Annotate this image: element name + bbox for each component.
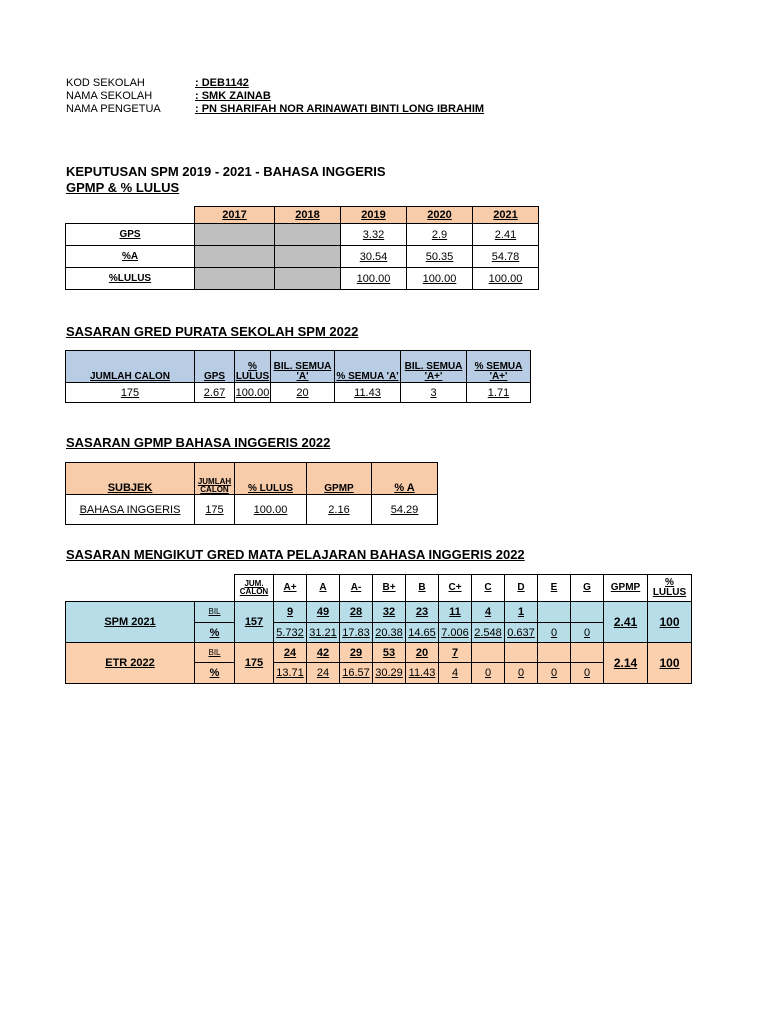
nama-pengetua-value: : PN SHARIFAH NOR ARINAWATI BINTI LONG IBRAHIM: [195, 103, 485, 115]
bil-cell: [538, 643, 571, 663]
pct-cell: 0: [571, 663, 604, 684]
empty-cell: [275, 246, 341, 268]
header-grade: A+: [274, 575, 307, 602]
bil-cell: 29: [340, 643, 373, 663]
bil-cell: 42: [307, 643, 340, 663]
value-cell: 54.29: [372, 495, 438, 525]
value-cell: 11.43: [335, 383, 401, 403]
bil-cell: 7: [439, 643, 472, 663]
value-cell: 50.35: [407, 246, 473, 268]
bil-label: BIL: [195, 602, 235, 623]
header-subjek: SUBJEK: [66, 463, 195, 495]
bil-cell: [571, 643, 604, 663]
bil-cell: [571, 602, 604, 623]
bil-cell: 20: [406, 643, 439, 663]
bil-cell: 9: [274, 602, 307, 623]
calon-cell: 175: [235, 643, 274, 684]
pct-cell: 2.548: [472, 623, 505, 643]
bil-cell: 4: [472, 602, 505, 623]
value-cell: 2.9: [407, 224, 473, 246]
header-gps: GPS: [195, 351, 235, 383]
calon-cell: 157: [235, 602, 274, 643]
row-label-percent-a: %A: [66, 246, 195, 268]
header-grade: D: [505, 575, 538, 602]
pct-cell: 0: [472, 663, 505, 684]
year-header: 2018: [275, 207, 341, 224]
lulus-cell: 100: [648, 643, 692, 684]
kod-sekolah-label: KOD SEKOLAH: [66, 77, 145, 89]
empty-cell: [195, 268, 275, 290]
section4-title: SASARAN MENGIKUT GRED MATA PELAJARAN BAHASA INGGERIS 2022: [66, 547, 525, 562]
grade-target-table: [65, 574, 692, 684]
header-grade: A: [307, 575, 340, 602]
pct-cell: 4: [439, 663, 472, 684]
header-percent-a: % A: [372, 463, 438, 495]
value-cell: 100.00: [473, 268, 539, 290]
header-jumlah-calon: JUMLAH CALON: [195, 463, 235, 495]
bil-cell: 28: [340, 602, 373, 623]
pct-label: %: [195, 623, 235, 643]
section1-subtitle: GPMP & % LULUS: [66, 180, 180, 195]
pct-cell: 20.38: [373, 623, 406, 643]
year-header: 2021: [473, 207, 539, 224]
gpmp-cell: 2.41: [604, 602, 648, 643]
subject-cell: BAHASA INGGERIS: [66, 495, 195, 525]
empty-cell: [275, 268, 341, 290]
pct-cell: 0: [505, 663, 538, 684]
pct-cell: 14.65: [406, 623, 439, 643]
bil-label: BIL: [195, 643, 235, 663]
nama-sekolah-value: : SMK ZAINAB: [195, 90, 271, 102]
pct-cell: 0: [538, 663, 571, 684]
empty-corner: [66, 575, 195, 602]
value-cell: 100.00: [407, 268, 473, 290]
bil-cell: 32: [373, 602, 406, 623]
value-cell: 54.78: [473, 246, 539, 268]
lulus-cell: 100: [648, 602, 692, 643]
spm-results-table: [65, 206, 539, 290]
header-grade: A-: [340, 575, 373, 602]
bil-cell: 24: [274, 643, 307, 663]
section1-title: KEPUTUSAN SPM 2019 - 2021 - BAHASA INGGERIS: [66, 164, 386, 179]
header-grade: C: [472, 575, 505, 602]
bil-cell: 11: [439, 602, 472, 623]
header-bil-semua-a: BIL. SEMUA 'A': [271, 351, 335, 383]
pct-cell: 11.43: [406, 663, 439, 684]
bil-cell: 49: [307, 602, 340, 623]
nama-sekolah-label: NAMA SEKOLAH: [66, 90, 153, 102]
pct-cell: 0.637: [505, 623, 538, 643]
gpmp-cell: 2.14: [604, 643, 648, 684]
pct-cell: 30.29: [373, 663, 406, 684]
pct-cell: 0: [571, 623, 604, 643]
row-name-spm-2021: SPM 2021: [66, 602, 195, 643]
header-jum-calon: JUM. CALON: [235, 575, 274, 602]
header-grade: G: [571, 575, 604, 602]
value-cell: 175: [66, 383, 195, 403]
bil-cell: [505, 643, 538, 663]
school-target-table: [65, 350, 531, 403]
year-header: 2020: [407, 207, 473, 224]
row-label-gps: GPS: [66, 224, 195, 246]
header-percent-semua-a-plus: % SEMUA 'A+': [467, 351, 531, 383]
empty-cell: [195, 246, 275, 268]
header-grade: C+: [439, 575, 472, 602]
value-cell: 20: [271, 383, 335, 403]
value-cell: 2.16: [307, 495, 372, 525]
pct-cell: 13.71: [274, 663, 307, 684]
section3-title: SASARAN GPMP BAHASA INGGERIS 2022: [66, 435, 331, 450]
header-grade: E: [538, 575, 571, 602]
value-cell: 30.54: [341, 246, 407, 268]
bil-cell: [472, 643, 505, 663]
empty-corner: [66, 207, 195, 224]
value-cell: 2.41: [473, 224, 539, 246]
bil-cell: 1: [505, 602, 538, 623]
header-bil-semua-a-plus: BIL. SEMUA 'A+': [401, 351, 467, 383]
header-lulus: % LULUS: [235, 463, 307, 495]
pct-cell: 0: [538, 623, 571, 643]
pct-label: %: [195, 663, 235, 684]
header-gpmp: GPMP: [307, 463, 372, 495]
header-grade: B+: [373, 575, 406, 602]
empty-cell: [195, 224, 275, 246]
value-cell: 100.00: [235, 383, 271, 403]
empty-corner: [195, 575, 235, 602]
header-lulus: % LULUS: [235, 351, 271, 383]
pct-cell: 24: [307, 663, 340, 684]
kod-sekolah-value: : DEB1142: [195, 77, 249, 89]
value-cell: 3.32: [341, 224, 407, 246]
pct-cell: 31.21: [307, 623, 340, 643]
gpmp-target-table: [65, 462, 438, 525]
value-cell: 175: [195, 495, 235, 525]
value-cell: 100.00: [341, 268, 407, 290]
header-percent-semua-a: % SEMUA 'A': [335, 351, 401, 383]
nama-pengetua-label: NAMA PENGETUA: [66, 103, 161, 115]
bil-cell: 53: [373, 643, 406, 663]
header-grade: B: [406, 575, 439, 602]
year-header: 2017: [195, 207, 275, 224]
value-cell: 2.67: [195, 383, 235, 403]
section2-title: SASARAN GRED PURATA SEKOLAH SPM 2022: [66, 324, 359, 339]
year-header: 2019: [341, 207, 407, 224]
row-name-etr-2022: ETR 2022: [66, 643, 195, 684]
bil-cell: 23: [406, 602, 439, 623]
pct-cell: 7.006: [439, 623, 472, 643]
value-cell: 100.00: [235, 495, 307, 525]
row-label-lulus: %LULUS: [66, 268, 195, 290]
header-gpmp: GPMP: [604, 575, 648, 602]
bil-cell: [538, 602, 571, 623]
pct-cell: 17.83: [340, 623, 373, 643]
value-cell: 3: [401, 383, 467, 403]
pct-cell: 5.732: [274, 623, 307, 643]
header-percent-lulus: % LULUS: [648, 575, 692, 602]
value-cell: 1.71: [467, 383, 531, 403]
pct-cell: 16.57: [340, 663, 373, 684]
header-jumlah-calon: JUMLAH CALON: [66, 351, 195, 383]
empty-cell: [275, 224, 341, 246]
